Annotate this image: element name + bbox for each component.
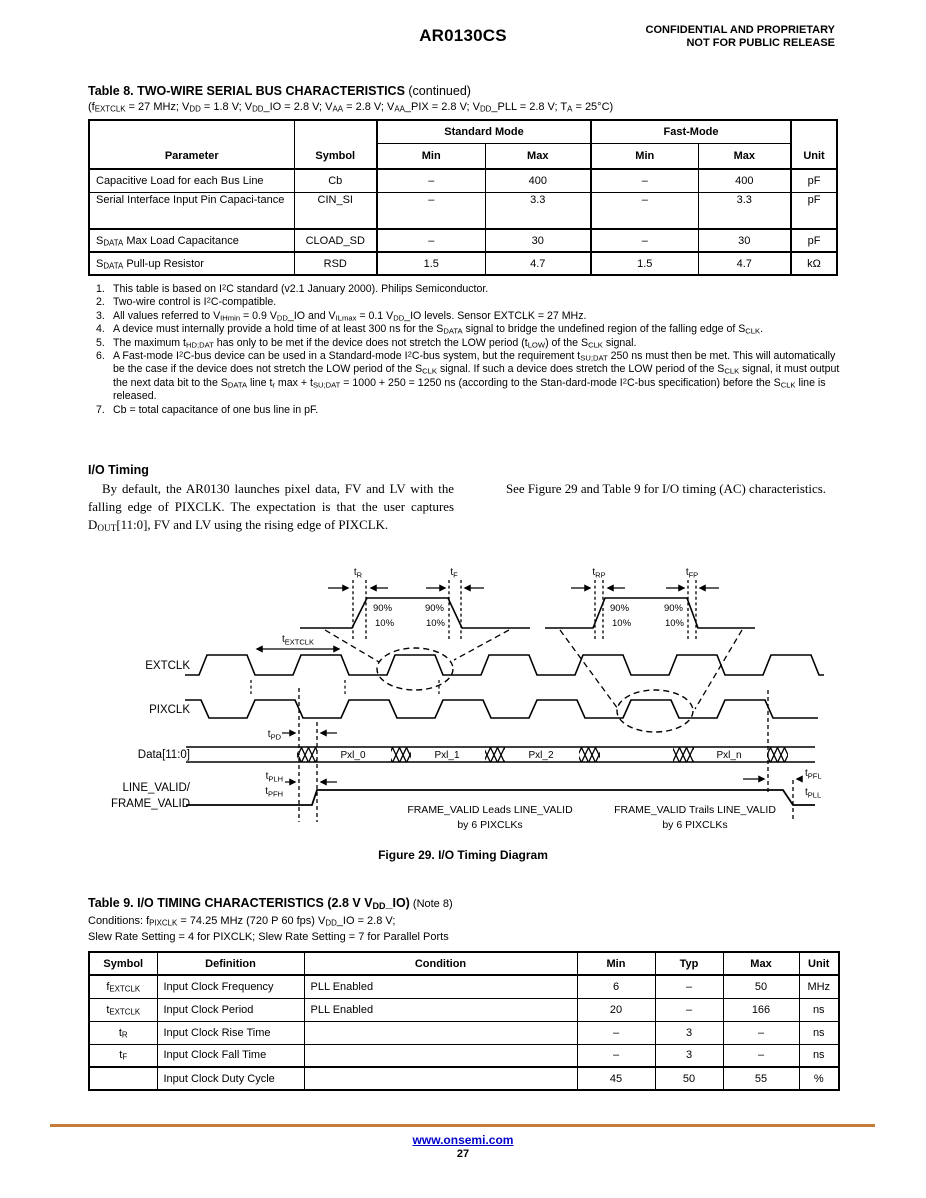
cell-fast-max: 30 [698,229,791,252]
cell-parameter: Serial Interface Input Pin Capaci-tance [89,192,294,229]
t-pll-label: t [805,787,808,798]
footnote [96,337,840,350]
table-row [89,169,837,192]
t-fp-label: t [685,567,689,578]
cell-definition: Input Clock Frequency [157,975,304,998]
svg-text:tF: $t_F$ [450,567,458,580]
cell-parameter: Capacitive Load for each Bus Line [89,169,294,192]
cell-symbol: $f_{EXTCLK}$ [89,975,157,998]
table8-footnotes [96,283,840,417]
cell-typ: 3 [655,1021,723,1044]
svg-text:tPLL: $t_{PLL}$ [805,787,822,800]
cell-fast-min: – [591,169,698,192]
cell-max: 166 [723,998,799,1021]
zoom-ellipse-pixclk [617,690,693,732]
svg-text:tRP: $t_{RP}$ [592,567,606,580]
footnote [96,323,840,336]
cell-std-max: 4.7 [485,252,591,275]
cell-std-max: 30 [485,229,591,252]
cell-condition [304,1021,577,1044]
table9-title-text: Table 9. I/O TIMING CHARACTERISTICS (2.8 V $V_{DD}\_IO$) [88,896,410,911]
extclk-edge-ticks [251,680,439,694]
rise-fall-callout-extclk [300,580,530,662]
pxln-label: Pxl_n [716,750,742,761]
extclk-waveform [185,655,824,675]
footnote [96,310,840,323]
col-header-min: Min [577,952,655,975]
t-f-label: t [450,567,454,578]
table8 [88,119,838,276]
pct-90-label: 90% [424,603,444,614]
col-header-parameter: Parameter [89,120,294,169]
pxl0-label: Pxl_0 [340,750,366,761]
col-header-std-max: Max [485,143,591,169]
cell-max: – [723,1044,799,1067]
footnote-number: 2. [96,296,105,309]
footnote [96,404,840,417]
col-group-fast-mode: Fast-Mode [591,120,791,143]
footer-rule [50,1124,875,1127]
cell-fast-max: 3.3 [698,192,791,229]
cell-unit: ns [799,1021,839,1044]
io-timing-paragraph-left: By default, the AR0130 launches pixel data, FV and LV with the falling edge of PIXCLK. The expectation is that the user captures $D_{OUT}[11:0]$, FV and LV using the rising edge of PIXCLK. [88,482,454,534]
line-valid-label: LINE_VALID/ [122,782,190,794]
col-header-condition: Condition [304,952,577,975]
cell-fast-max: 4.7 [698,252,791,275]
col-header-symbol: Symbol [89,952,157,975]
cell-std-min: – [377,192,485,229]
col-header-symbol: Symbol [294,120,377,169]
table-row [89,192,837,229]
footnote-text: Cb = total capacitance of one bus line in pF. [113,403,319,416]
cell-symbol: CLOAD_SD [294,229,377,252]
table8-title-text: Table 8. TWO-WIRE SERIAL BUS CHARACTERISTICS [88,84,405,98]
cell-unit: pF [791,169,837,192]
cell-max: 50 [723,975,799,998]
confidential-line-2: NOT FOR PUBLIC RELEASE [686,37,835,49]
table-row [89,975,839,998]
cell-condition [304,1067,577,1090]
data-bus-label: Data[11:0] [137,749,190,761]
svg-text:tFP: $t_{FP}$ [685,567,699,580]
cell-min: – [577,1044,655,1067]
svg-text:tEXTCLK: $t_{EXTCLK}$ [282,634,314,647]
table8-conditions: ($f_{EXTCLK} = 27$ MHz; $V_{DD} = 1.8$ V; $V_{DD}\_IO = 2.8$ V; $V_{AA} = 2.8$ V; $V_{AA}\_PIX = 2.8$ V; $V_{DD}\_PLL = 2.8$ V; $T_A = 25^\circ C$) [88,101,614,114]
table-row [89,229,837,252]
cell-max: 55 [723,1067,799,1090]
table8-continued: (continued) [404,84,471,98]
cell-min: – [577,1021,655,1044]
footnote [96,350,840,404]
cell-definition: Input Clock Duty Cycle [157,1067,304,1090]
frame-valid-label: FRAME_VALID [110,798,190,810]
col-header-unit: Unit [799,952,839,975]
cell-condition [304,1044,577,1067]
cell-fast-min: – [591,192,698,229]
t-pfl-label: t [805,768,808,779]
cell-std-max: 400 [485,169,591,192]
cell-symbol: $t_{EXTCLK}$ [89,998,157,1021]
t-pfh-label: t [265,786,268,797]
t-extclk-label: t [282,634,285,645]
cell-fast-max: 400 [698,169,791,192]
table9-note-ref: (Note 8) [409,898,453,910]
cell-fast-min: 1.5 [591,252,698,275]
pct-10-label: 10% [612,618,632,629]
cell-unit: MHz [799,975,839,998]
table9 [88,951,840,1091]
table-row [89,1044,839,1067]
pixclk-signal-label: PIXCLK [149,704,190,716]
pct-90-label: 90% [373,603,393,614]
t-plh-label: t [265,771,269,782]
cell-unit: pF [791,192,837,229]
table9-title [88,896,453,910]
cell-unit: % [799,1067,839,1090]
fv-trails-lv-text: FRAME_VALID Trails LINE_VALID [614,804,776,816]
footnote-number: 3. [96,309,105,322]
footnote-text: This table is based on $I^2C$ standard (v2.1 January 2000). Philips Semiconductor. [113,282,489,295]
pct-90-label: 90% [610,603,630,614]
svg-text:tPFL: $t_{PFL}$ [805,768,822,781]
footnote-number: 5. [96,336,105,349]
cell-symbol: $t_F$ [89,1044,157,1067]
col-header-fast-max: Max [698,143,791,169]
footnote [96,296,840,309]
svg-text:tR: $t_R$ [353,567,363,580]
cell-symbol [89,1067,157,1090]
cell-symbol: Cb [294,169,377,192]
cell-min: 6 [577,975,655,998]
footnote-text: All values referred to $V_{IHmin} = 0.9$ $V_{DD}\_IO$ and $V_{ILmax} = 0.1$ $V_{DD}\_IO$ levels. Sensor EXTCLK = 27 MHz. [113,309,587,323]
t-rp-label: t [592,567,596,578]
table-row [89,1021,839,1044]
svg-text:tPD: $t_{PD}$ [267,729,281,742]
footnote-number: 4. [96,323,105,336]
footnote-text: Two-wire control is $I^2C$-compatible. [113,295,277,309]
cell-typ: 50 [655,1067,723,1090]
cell-min: 20 [577,998,655,1021]
cell-definition: Input Clock Fall Time [157,1044,304,1067]
cell-std-min: 1.5 [377,252,485,275]
col-header-unit: Unit [791,120,837,169]
cell-condition: PLL Enabled [304,998,577,1021]
pct-90-label: 90% [663,603,683,614]
cell-typ: – [655,998,723,1021]
footnote-number: 1. [96,283,105,295]
io-timing-paragraph-right: See Figure 29 and Table 9 for I/O timing (AC) characteristics. [506,482,826,496]
pct-10-label: 10% [664,618,684,629]
col-header-typ: Typ [655,952,723,975]
page-number: 27 [456,1148,470,1160]
col-header-max: Max [723,952,799,975]
footnote-text: A device must internally provide a hold time of at least 300 ns for the $S_{DATA}$ signal to bridge the undefined region of the falling edge of $S_{CLK}$. [113,323,764,336]
onsemi-link[interactable]: www.onsemi.com [412,1133,514,1147]
table-row [89,998,839,1021]
confidential-line-1: CONFIDENTIAL AND PROPRIETARY [645,24,835,36]
cell-std-max: 3.3 [485,192,591,229]
svg-text:tPFH: $t_{PFH}$ [265,786,283,799]
pxl2-label: Pxl_2 [528,750,554,761]
col-header-std-min: Min [377,143,485,169]
cell-std-min: – [377,229,485,252]
rise-fall-callout-pixclk [545,580,755,709]
footnote-number: 6. [96,350,105,363]
col-header-fast-min: Min [591,143,698,169]
col-group-standard-mode: Standard Mode [377,120,591,143]
document-title: AR0130CS [419,26,507,45]
table9-conditions-2: Slew Rate Setting = 4 for PIXCLK; Slew Rate Setting = 7 for Parallel Ports [88,931,449,943]
footnote-number: 7. [96,403,105,416]
pixclk-waveform [185,700,818,718]
data-bus [186,747,815,762]
fv-leads-lv-text: FRAME_VALID Leads LINE_VALID [407,804,573,816]
io-timing-heading: I/O Timing [88,463,149,477]
cell-fast-min: – [591,229,698,252]
t-pd-label: t [267,729,271,740]
io-timing-paragraphs [88,481,838,534]
col-header-definition: Definition [157,952,304,975]
cell-parameter: $S_{DATA}$ Pull-up Resistor [89,252,294,275]
table9-conditions-1: Conditions: $f_{PIXCLK} = 74.25$ MHz (720 P 60 fps) $V_{DD}\_IO = 2.8$ V; [88,915,396,928]
cell-unit: pF [791,229,837,252]
cell-unit: ns [799,998,839,1021]
cell-definition: Input Clock Rise Time [157,1021,304,1044]
cell-symbol: $t_R$ [89,1021,157,1044]
footnote [96,283,840,296]
pxl1-label: Pxl_1 [434,750,460,761]
cell-std-min: – [377,169,485,192]
cell-min: 45 [577,1067,655,1090]
cell-unit: ns [799,1044,839,1067]
table8-title [88,84,471,98]
confidential-notice [646,24,835,50]
pct-10-label: 10% [425,618,445,629]
cell-definition: Input Clock Period [157,998,304,1021]
fv-leads-lv-subtext: by 6 PIXCLKs [457,819,523,831]
pct-10-label: 10% [375,618,395,629]
footnote-text: A Fast-mode $I^2C$-bus device can be used in a Standard-mode $I^2C$-bus system, but the requirement $t_{SU;DAT}$ 250 ns must then be met. This will automatically be the case if the device does not stretch the LOW period of the $S_{CLK}$ signal. If such a device does stretch the LOW period of the $S_{CLK}$ signal, it must output the next data bit to the $S_{DATA}$ line $t_r$ $\max + t_{SU;DAT} = 1000 + 250 = 1250$ ns (according to the Stan-dard-mode $I^2C$-bus specification) before the $S_{CLK}$ line is released. [113,349,840,403]
svg-text:tPLH: $t_{PLH}$ [265,771,283,784]
figure-caption: Figure 29. I/O Timing Diagram [378,848,548,862]
footnote-text: The maximum $t_{HD;DAT}$ has only to be met if the device does not stretch the LOW period $(t_{LOW})$ of the $S_{CLK}$ signal. [113,336,637,350]
extclk-signal-label: EXTCLK [145,660,190,672]
cell-typ: – [655,975,723,998]
table-row [89,252,837,275]
cell-symbol: CIN_SI [294,192,377,229]
t-r-label: t [353,567,357,578]
cell-parameter: $S_{DATA}$ Max Load Capacitance [89,229,294,252]
fv-trails-lv-subtext: by 6 PIXCLKs [662,819,728,831]
cell-symbol: RSD [294,252,377,275]
cell-unit: kΩ [791,252,837,275]
cell-typ: 3 [655,1044,723,1067]
io-timing-diagram [88,560,838,845]
cell-condition: PLL Enabled [304,975,577,998]
table-row [89,1067,839,1090]
cell-max: – [723,1021,799,1044]
